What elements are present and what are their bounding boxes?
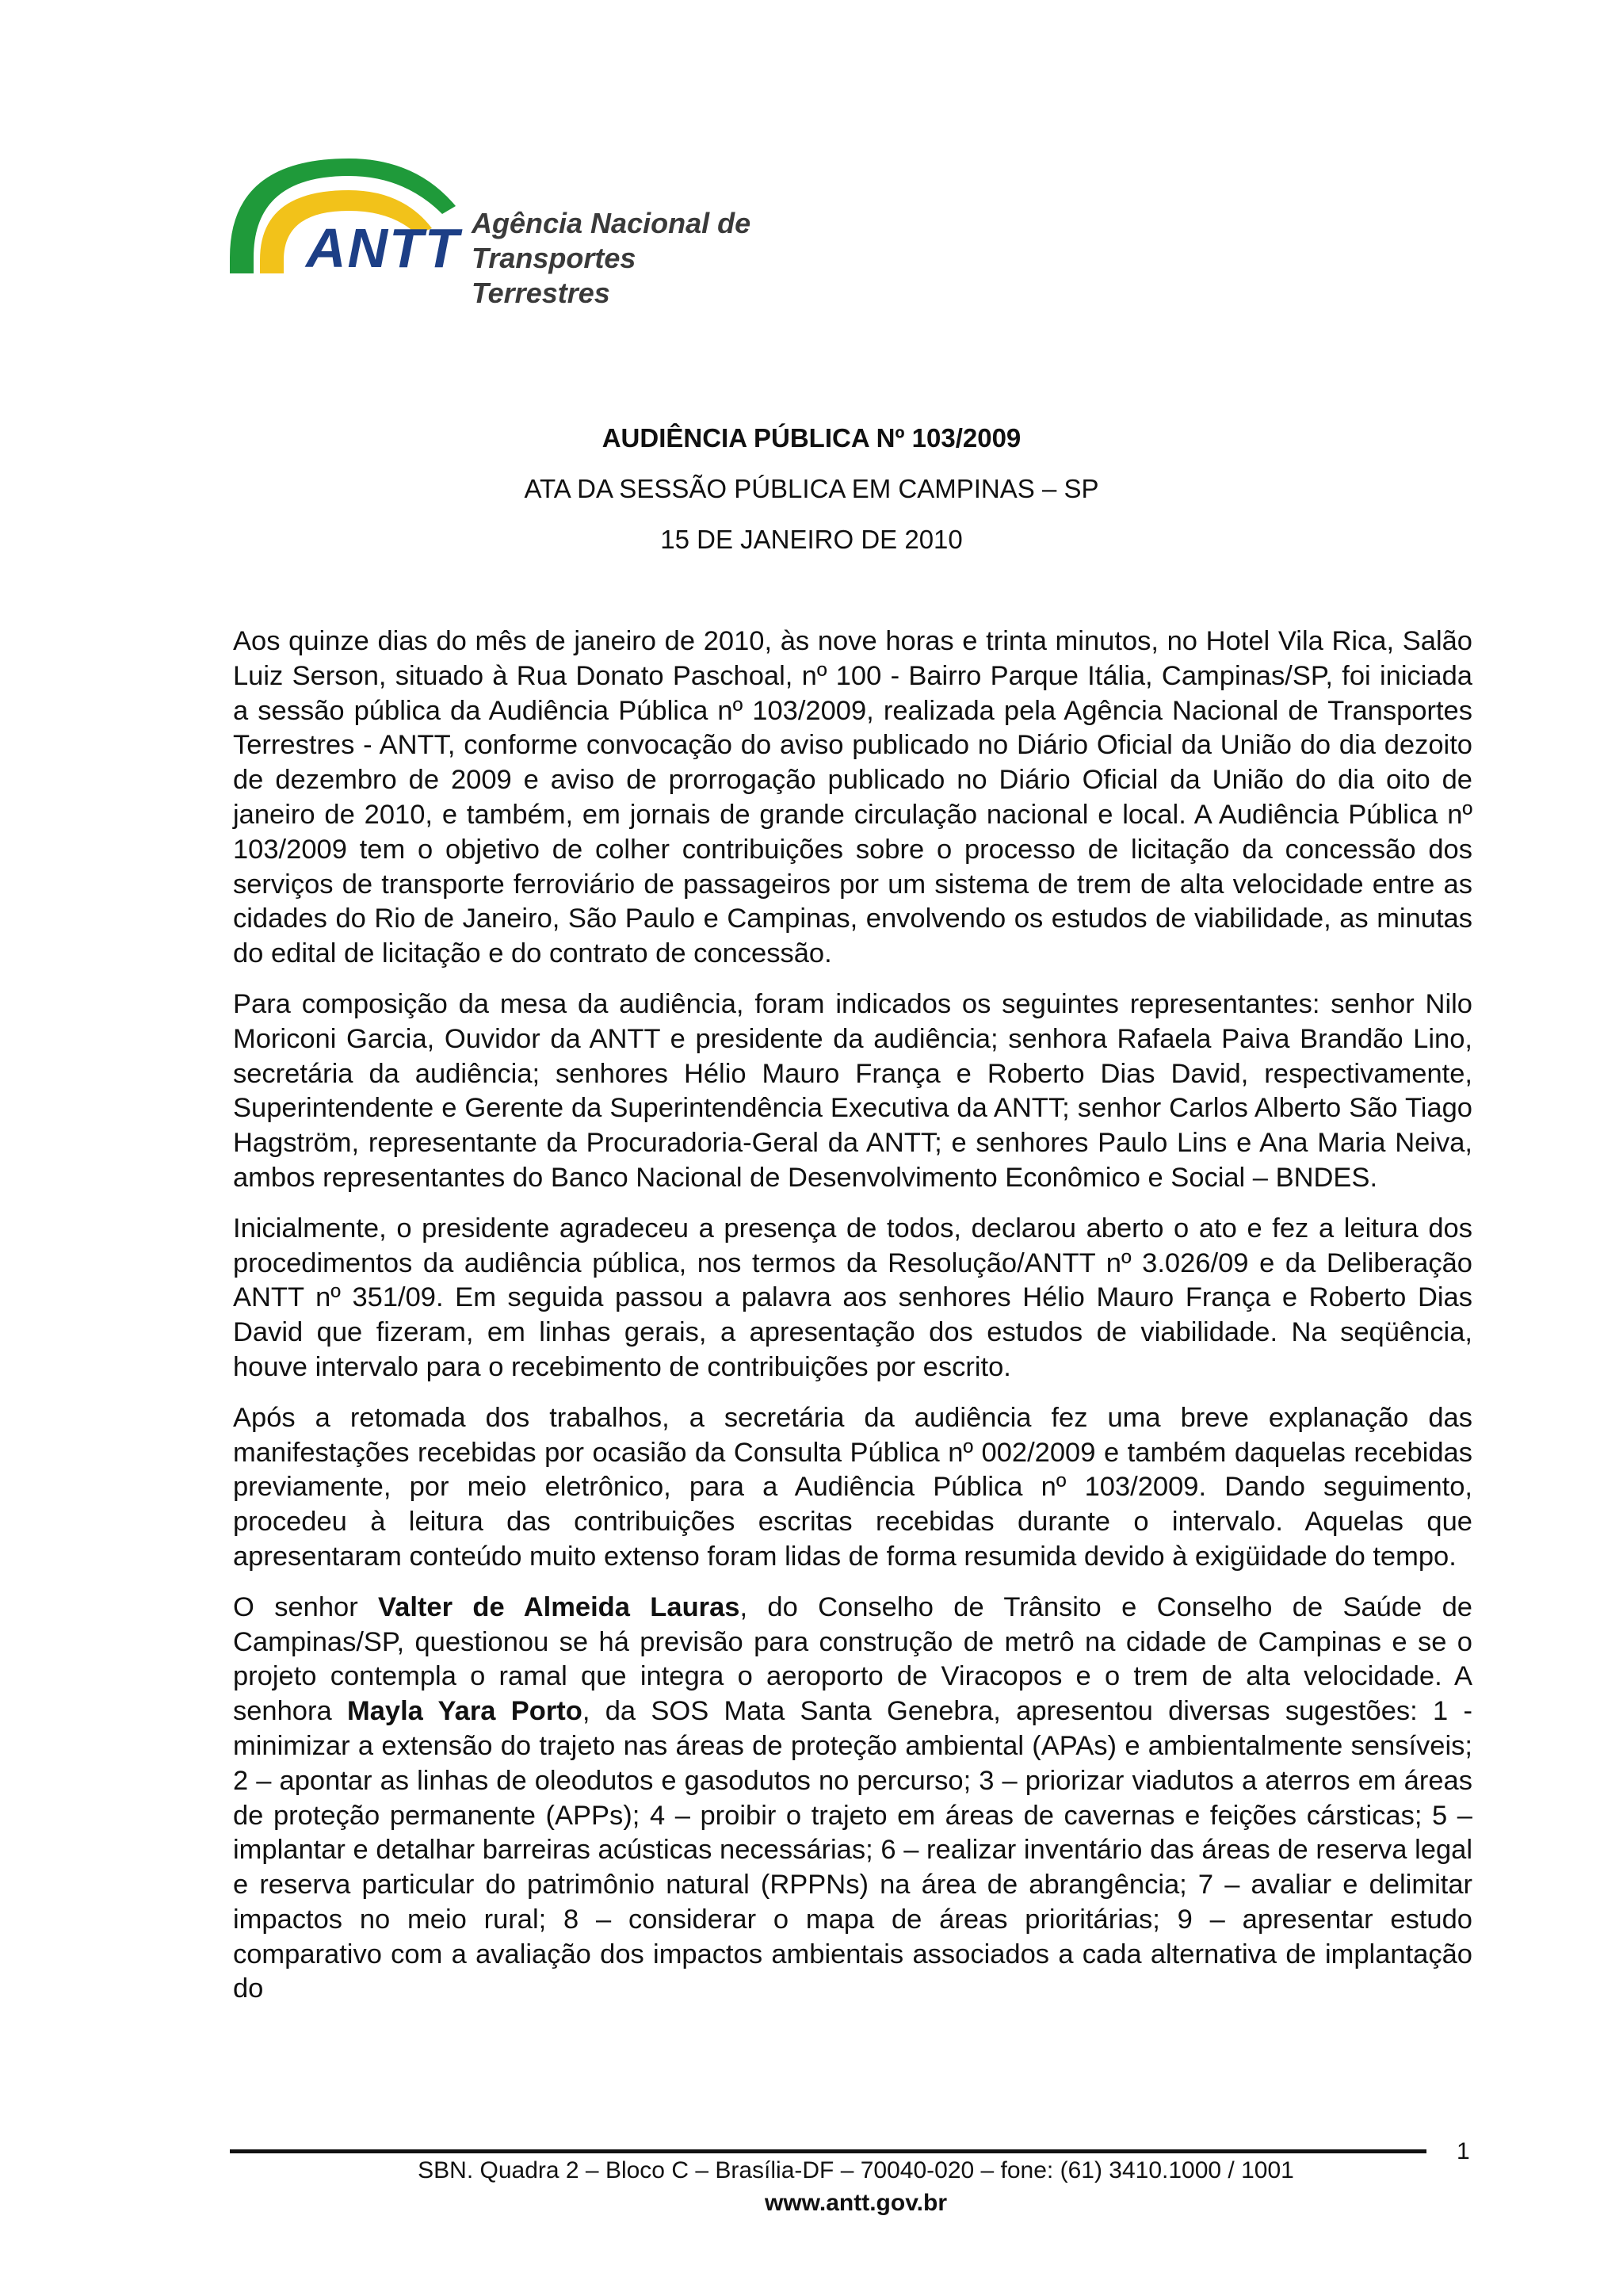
document-date: 15 DE JANEIRO DE 2010 (660, 525, 963, 554)
paragraph-resumption: Após a retomada dos trabalhos, a secretária da audiência fez uma breve explanação das manifestações recebidas por ocasião da Consulta Pública nº 002/2009 e também daquelas recebidas previamente, por meio eletrônico, para a Audiência Pública nº 103/2009. Dando seguimento, procedeu à leitura das contribuições escritas recebidas durante o intervalo. Aquelas que apresentaram conteúdo muito extenso foram lidas de forma resumida devido à exigüidade do tempo. (233, 1402, 1472, 1572)
footer-address: SBN. Quadra 2 – Bloco C – Brasília-DF – 70040-020 – fone: (61) 3410.1000 / 1001 (418, 2157, 1294, 2183)
paragraph-opening: Aos quinze dias do mês de janeiro de 2010, às nove horas e trinta minutos, no Hotel Vila Rica, Salão Luiz Serson, situado à Rua Donato Paschoal, nº 100 - Bairro Parque Itália, Campinas/SP, foi iniciada a sessão pública da Audiência Pública nº 103/2009, realizada pela Agência Nacional de Transportes Terrestres - ANTT, conforme convocação do aviso publicado no Diário Oficial da União do dia dezoito de dezembro de 2009 e aviso de prorrogação publicado no Diário Oficial da União do dia oito de janeiro de 2010, e também, em jornais de grande circulação nacional e local. A Audiência Pública nº 103/2009 tem o objetivo de colher contribuições sobre o processo de licitação da concessão dos serviços de transporte ferroviário de passageiros por um sistema de trem de alta velocidade entre as cidades do Rio de Janeiro, São Paulo e Campinas, envolvendo os estudos de viabilidade, as minutas do edital de licitação e do contrato de concessão. (233, 626, 1472, 969)
logo-name-line2: Transportes Terrestres (472, 242, 636, 309)
paragraph-opening-procedures: Inicialmente, o presidente agradeceu a presença de todos, declarou aberto o ato e fez a leitura dos procedimentos da audiência pública, nos termos da Resolução/ANTT nº 3.026/09 e da Deliberação ANTT nº 351/09. Em seguida passou a palavra aos senhores Hélio Mauro França e Roberto Dias David que fizeram, em linhas gerais, a apresentação dos estudos de viabilidade. Na seqüência, houve intervalo para o recebimento de contribuições por escrito. (233, 1213, 1472, 1382)
paragraph-text: , da SOS Mata Santa Genebra, apresentou diversas sugestões: 1 - minimizar a extensão do trajeto nas áreas de proteção ambiental (APAs) e ambientalmente sensíveis; 2 – apontar as linhas de oleodutos e gasodutos no percurso; 3 – priorizar viadutos a aterros em áreas de proteção permanente (APPs); 4 – proibir o trajeto em áreas de cavernas e feições cársticas; 5 – implantar e detalhar barreiras acústicas necessárias; 6 – realizar inventário das áreas de reserva legal e reserva particular do patrimônio natural (RPPNs) na área de abrangência; 7 – avaliar e delimitar impactos no meio rural; 8 – considerar o mapa de áreas prioritárias; 9 – apresentar estudo comparativo com a avaliação dos impactos ambientais associados a cada alternativa de implantação do (233, 1696, 1472, 2004)
speaker-name: Mayla Yara Porto (346, 1696, 582, 1727)
footer-website: www.antt.gov.br (765, 2190, 947, 2216)
paragraph-contributions (233, 1591, 1472, 2008)
logo-acronym: ANTT (306, 217, 460, 279)
speaker-name: Valter de Almeida Lauras (378, 1591, 740, 1622)
document-title: AUDIÊNCIA PÚBLICA Nº 103/2009 (601, 423, 1022, 453)
antt-logo (230, 159, 769, 309)
paragraph-composition: Para composição da mesa da audiência, foram indicados os seguintes representantes: senhor Nilo Moriconi Garcia, Ouvidor da ANTT e presidente da audiência; senhora Rafaela Paiva Brandão Lino, secretária da audiência; senhores Hélio Mauro França e Roberto Dias David, respectivamente, Superintendente e Gerente da Superintendência Executiva da ANTT; senhor Carlos Alberto São Tiago Hagström, representante da Procuradoria-Geral da ANTT; e senhores Paulo Lins e Ana Maria Neiva, ambos representantes do Banco Nacional de Desenvolvimento Econômico e Social – BNDES. (233, 988, 1472, 1193)
document-body (233, 625, 1472, 2023)
paragraph-text: O senhor (233, 1591, 379, 1622)
logo-agency-name (472, 206, 769, 311)
logo-name-line1: Agência Nacional de (472, 207, 751, 239)
paragraph-text: , do Conselho de Trânsito e Conselho de Saúde de Campinas/SP, questionou se há previsão para construção de metrô na cidade de Campinas e se o projeto contempla o ramal que integra o aeroporto de Viracopos e o trem de alta velocidade. A senhora (233, 1591, 1472, 1727)
document-subtitle: ATA DA SESSÃO PÚBLICA EM CAMPINAS – SP (524, 474, 1099, 503)
footer-rule (230, 2149, 1426, 2153)
page-number: 1 (1457, 2138, 1470, 2164)
